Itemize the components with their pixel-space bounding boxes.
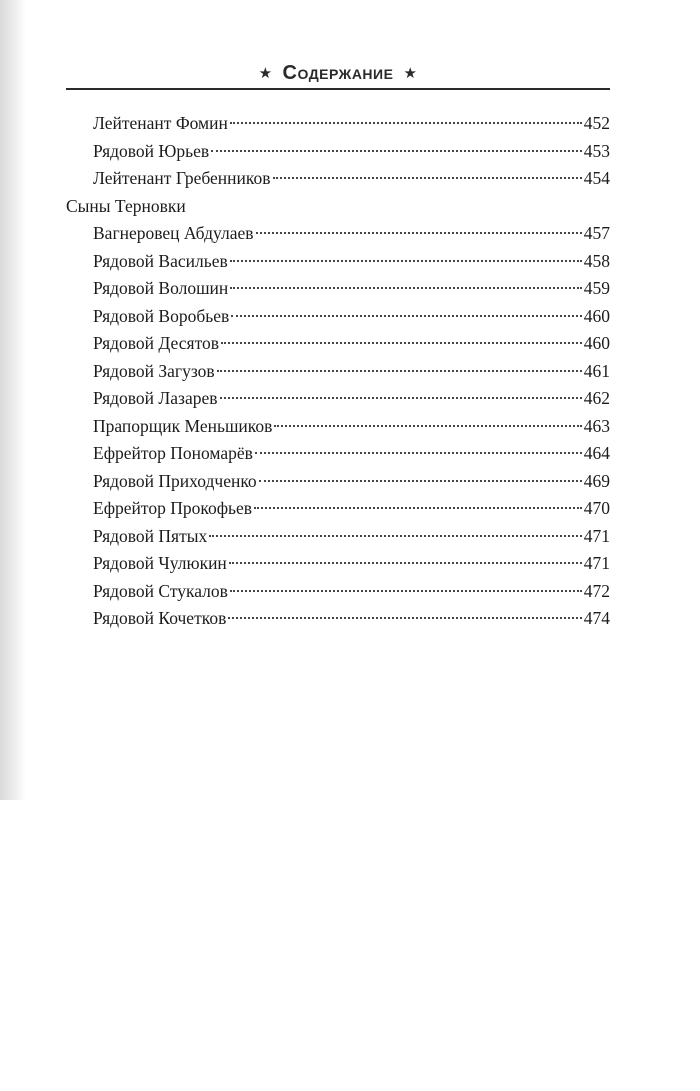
toc-entry [66, 550, 610, 578]
toc-entry-page: 453 [583, 140, 610, 161]
toc-entry-label: Лейтенант Гребенников [93, 168, 271, 188]
toc-entry [66, 440, 610, 468]
toc-entry-label: Прапорщик Меньшиков [93, 415, 273, 436]
toc-entry [66, 248, 610, 276]
toc-entry [66, 605, 610, 633]
toc-entry-page: 460 [583, 333, 610, 353]
toc-leader-dots [259, 480, 582, 482]
toc-entry-label: Ефрейтор Пономарёв [93, 443, 253, 463]
toc-leader-dots [228, 617, 581, 619]
toc-section-title: Сыны Терновки [66, 195, 186, 216]
star-icon: ★ [258, 65, 273, 82]
toc-entry-page: 471 [583, 525, 610, 546]
toc-leader-dots [256, 232, 582, 234]
toc-entry-page: 461 [583, 360, 610, 381]
toc-entry-label: Вагнеровец Абдулаев [93, 223, 254, 243]
toc-leader-dots [273, 177, 582, 179]
toc-entry [66, 523, 610, 551]
toc-leader-dots [220, 397, 582, 399]
toc-entry-page: 469 [583, 470, 610, 491]
toc-entry-page: 474 [583, 608, 610, 628]
toc-entry-label: Рядовой Волошин [93, 278, 229, 298]
toc-entry-page: 471 [583, 553, 610, 573]
toc-leader-dots [217, 370, 582, 372]
toc-entry-label: Рядовой Кочетков [93, 608, 227, 628]
toc-entry-page: 464 [583, 443, 610, 463]
toc-entry-page: 460 [583, 305, 610, 326]
toc-entry-label: Рядовой Стукалов [93, 580, 228, 601]
toc-entry-label: Рядовой Лазарев [93, 388, 218, 408]
toc-entry-page: 459 [583, 278, 610, 298]
toc-entry [66, 275, 610, 303]
toc-entry [66, 358, 610, 386]
toc-entry-label: Рядовой Васильев [93, 250, 228, 271]
toc-leader-dots [254, 507, 582, 509]
toc-entry-label: Ефрейтор Прокофьев [93, 498, 253, 518]
running-header [66, 62, 610, 85]
table-of-contents [66, 110, 610, 633]
toc-entry-page: 462 [583, 388, 610, 408]
toc-entry [66, 468, 610, 496]
toc-entry [66, 138, 610, 166]
toc-entry [66, 303, 610, 331]
toc-entry-page: 458 [583, 250, 610, 271]
header-rule [66, 88, 610, 90]
toc-entry-label: Рядовой Чулюкин [93, 553, 227, 573]
toc-entry-label: Рядовой Приходченко [93, 470, 257, 491]
toc-entry [66, 220, 610, 248]
toc-entry [66, 413, 610, 441]
toc-entry-label: Рядовой Десятов [93, 333, 220, 353]
toc-leader-dots [231, 315, 582, 317]
toc-entry [66, 165, 610, 193]
toc-leader-dots [230, 122, 582, 124]
toc-entry-page: 472 [583, 580, 610, 601]
toc-leader-dots [229, 562, 582, 564]
toc-entry-page: 463 [583, 415, 610, 436]
toc-entry-label: Рядовой Воробьев [93, 305, 230, 326]
toc-entry-page: 457 [583, 223, 610, 243]
toc-leader-dots [230, 260, 582, 262]
toc-leader-dots [209, 535, 582, 537]
toc-entry-page: 452 [583, 113, 610, 133]
toc-entry [66, 330, 610, 358]
toc-leader-dots [230, 590, 582, 592]
toc-entry-label: Рядовой Юрьев [93, 140, 210, 161]
toc-entry-label: Лейтенант Фомин [93, 113, 228, 133]
toc-leader-dots [255, 452, 582, 454]
toc-entry [66, 495, 610, 523]
toc-entry-label: Рядовой Пятых [93, 525, 208, 546]
toc-entry-page: 454 [583, 168, 610, 188]
toc-entry [66, 385, 610, 413]
star-icon: ★ [403, 65, 418, 82]
toc-leader-dots [230, 287, 581, 289]
toc-leader-dots [221, 342, 582, 344]
toc-entry-page: 470 [583, 498, 610, 518]
toc-leader-dots [211, 150, 582, 152]
toc-entry [66, 578, 610, 606]
toc-entry [66, 110, 610, 138]
toc-entry-label: Рядовой Загузов [93, 360, 215, 381]
toc-leader-dots [274, 425, 581, 427]
header-title: Содержание [282, 62, 394, 84]
page-spine-shadow [0, 0, 26, 800]
